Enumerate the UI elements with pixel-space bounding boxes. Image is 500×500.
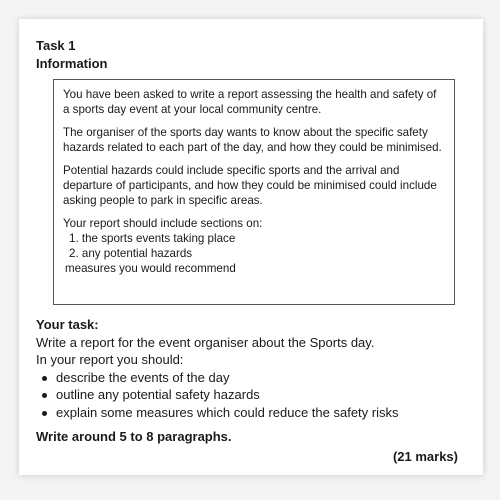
- task-page: [19, 19, 483, 475]
- task-number: Task 1: [36, 38, 76, 53]
- section-item: 2. any potential hazards: [69, 247, 193, 260]
- task-bullet-list: [36, 369, 466, 422]
- info-paragraph-3: Potential hazards could include specific sports and the arrival and departure of participants, and how they could be minimised could include asking people to park in specific areas.: [63, 164, 437, 207]
- info-paragraph-2: The organiser of the sports day wants to know about the specific safety hazards related to each part of the day, and how they could be minimised.: [63, 126, 442, 154]
- task-bullet: outline any potential safety hazards: [56, 386, 466, 404]
- section-title: Information: [36, 56, 108, 71]
- info-paragraph-1: You have been asked to write a report assessing the health and safety of a sports day event at your local community centre.: [63, 88, 437, 116]
- your-task-instruction: In your report you should:: [36, 352, 184, 367]
- your-task-label: Your task:: [36, 317, 99, 332]
- task-bullet: describe the events of the day: [56, 369, 466, 387]
- your-task-section: [36, 316, 466, 421]
- section-item: measures you would recommend: [65, 262, 236, 275]
- your-task-intro: Write a report for the event organiser about the Sports day.: [36, 334, 375, 350]
- length-instruction: Write around 5 to 8 paragraphs.: [36, 429, 232, 444]
- information-box: [53, 79, 455, 305]
- section-item: 1. the sports events taking place: [69, 232, 236, 245]
- marks-label: (21 marks): [392, 449, 458, 464]
- task-bullet: explain some measures which could reduce the safety risks: [56, 404, 466, 422]
- task-heading: [36, 37, 108, 73]
- sections-intro: Your report should include sections on:: [63, 217, 263, 230]
